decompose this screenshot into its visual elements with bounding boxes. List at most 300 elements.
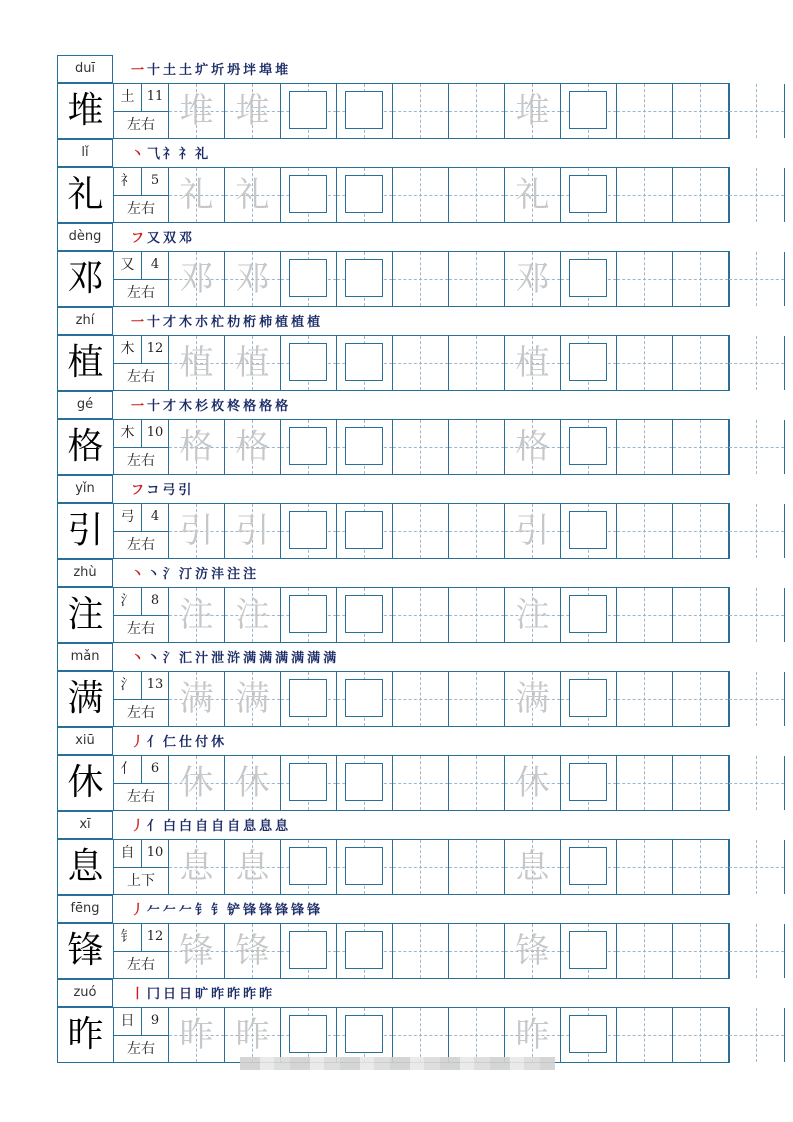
- practice-cell[interactable]: [673, 924, 729, 978]
- stroke-step: 泄: [211, 651, 228, 666]
- writing-grid: [57, 671, 730, 727]
- practice-cell[interactable]: [337, 252, 393, 306]
- stroke-step: 𠂉: [163, 903, 180, 918]
- guide-line: [617, 195, 672, 196]
- guide-line: [393, 111, 448, 112]
- guide-line: [449, 531, 504, 532]
- practice-cell[interactable]: [617, 924, 673, 978]
- practice-cell[interactable]: [169, 672, 225, 726]
- practice-cell[interactable]: [337, 840, 393, 894]
- practice-cell[interactable]: [281, 588, 337, 642]
- practice-cell[interactable]: [281, 840, 337, 894]
- practice-cell[interactable]: [505, 756, 561, 810]
- trace-character: 满: [515, 679, 550, 719]
- inner-square: [569, 343, 607, 381]
- practice-cell[interactable]: [449, 756, 505, 810]
- practice-cell[interactable]: [337, 756, 393, 810]
- practice-cell[interactable]: [169, 504, 225, 558]
- practice-cell[interactable]: [337, 924, 393, 978]
- guide-line: [449, 363, 504, 364]
- stroke-step: 沣: [211, 567, 228, 582]
- practice-cell[interactable]: [449, 168, 505, 222]
- practice-cell[interactable]: [449, 1008, 505, 1062]
- inner-square: [569, 847, 607, 885]
- practice-cell[interactable]: [281, 672, 337, 726]
- writing-grid: [57, 755, 730, 811]
- practice-cell[interactable]: [393, 672, 449, 726]
- stroke-step: 丶: [131, 147, 148, 162]
- stroke-step: ⼟: [179, 63, 196, 78]
- inner-square: [289, 259, 327, 297]
- character-row: [57, 895, 730, 979]
- stroke-step: 格: [275, 399, 292, 414]
- character-info: [113, 252, 169, 306]
- practice-cell[interactable]: [281, 924, 337, 978]
- practice-cell[interactable]: [169, 756, 225, 810]
- practice-cell[interactable]: [169, 1008, 225, 1062]
- trace-character: 休: [515, 763, 550, 803]
- practice-cell[interactable]: [449, 588, 505, 642]
- stroke-step: 格: [259, 399, 276, 414]
- practice-cell[interactable]: [729, 588, 785, 642]
- practice-cell[interactable]: [673, 168, 729, 222]
- practice-cell[interactable]: [169, 924, 225, 978]
- stroke-step: 昨: [211, 987, 228, 1002]
- practice-cell[interactable]: [729, 336, 785, 390]
- trace-character: 邓: [515, 259, 550, 299]
- practice-cell[interactable]: [449, 840, 505, 894]
- practice-cell[interactable]: [169, 84, 225, 138]
- practice-cell[interactable]: [449, 84, 505, 138]
- trace-character: 引: [515, 511, 550, 551]
- radical: 亻: [114, 756, 142, 784]
- stroke-step: 锋: [307, 903, 324, 918]
- stroke-step: 礼: [195, 147, 212, 162]
- stroke-step: 满: [307, 651, 324, 666]
- stroke-step: 一: [131, 63, 148, 78]
- practice-cell[interactable]: [393, 840, 449, 894]
- model-character: 满: [67, 678, 104, 719]
- inner-square: [569, 763, 607, 801]
- character-info: [113, 924, 169, 978]
- practice-cell[interactable]: [505, 924, 561, 978]
- practice-cell[interactable]: [617, 588, 673, 642]
- practice-cell[interactable]: [617, 336, 673, 390]
- radical: 氵: [114, 672, 142, 700]
- practice-cell[interactable]: [449, 924, 505, 978]
- trace-character: 堆: [235, 91, 270, 131]
- practice-cell[interactable]: [561, 588, 617, 642]
- inner-square: [289, 91, 327, 129]
- writing-grid: [57, 839, 730, 895]
- pinyin-label: zhí: [57, 307, 113, 335]
- stroke-step: 十: [147, 315, 164, 330]
- practice-cell[interactable]: [393, 252, 449, 306]
- writing-grid: [57, 83, 730, 139]
- stroke-step: 钅: [195, 903, 212, 918]
- guide-line: [449, 783, 504, 784]
- practice-cell[interactable]: [673, 588, 729, 642]
- guide-line: [617, 279, 672, 280]
- radical: 礻: [114, 168, 142, 196]
- character-row: [57, 391, 730, 475]
- inner-square: [345, 931, 383, 969]
- practice-cell[interactable]: [561, 756, 617, 810]
- practice-cell[interactable]: [393, 504, 449, 558]
- practice-cell[interactable]: [505, 672, 561, 726]
- guide-line: [449, 447, 504, 448]
- inner-square: [289, 343, 327, 381]
- guide-line: [673, 111, 728, 112]
- practice-cell[interactable]: [729, 420, 785, 474]
- stroke-step: 丿: [131, 903, 148, 918]
- character-row: [57, 307, 730, 391]
- stroke-step: 埠: [259, 63, 276, 78]
- stroke-step: 朩: [195, 315, 212, 330]
- character-info: [113, 840, 169, 894]
- stroke-step: 锋: [259, 903, 276, 918]
- stroke-step: 丿: [131, 735, 148, 750]
- practice-cell[interactable]: [393, 924, 449, 978]
- trace-character: 引: [179, 511, 214, 551]
- practice-cell[interactable]: [729, 756, 785, 810]
- practice-cell[interactable]: [337, 420, 393, 474]
- practice-cell[interactable]: [561, 1008, 617, 1062]
- practice-cell[interactable]: [281, 756, 337, 810]
- practice-cell[interactable]: [337, 588, 393, 642]
- practice-cell[interactable]: [561, 924, 617, 978]
- guide-line: [449, 615, 504, 616]
- stroke-count: 9: [142, 1008, 168, 1036]
- radical: 木: [114, 336, 142, 364]
- stroke-step: 丶: [131, 567, 148, 582]
- pinyin-label: xiū: [57, 727, 113, 755]
- stroke-count: 12: [142, 924, 168, 952]
- guide-line: [729, 195, 784, 196]
- stroke-step: 旷: [195, 987, 212, 1002]
- stroke-step: 植: [307, 315, 324, 330]
- stroke-step: 杧: [211, 315, 228, 330]
- practice-cell[interactable]: [561, 420, 617, 474]
- practice-cell[interactable]: [673, 672, 729, 726]
- inner-square: [569, 175, 607, 213]
- inner-square: [569, 259, 607, 297]
- practice-cell[interactable]: [225, 1008, 281, 1062]
- stroke-step: 丨: [131, 987, 148, 1002]
- stroke-step: 冂: [147, 987, 164, 1002]
- inner-square: [569, 931, 607, 969]
- stroke-step: 满: [291, 651, 308, 666]
- practice-cell[interactable]: [169, 252, 225, 306]
- practice-cell[interactable]: [281, 168, 337, 222]
- stroke-step: 仁: [163, 735, 180, 750]
- practice-cell[interactable]: [281, 420, 337, 474]
- pinyin-label: gé: [57, 391, 113, 419]
- character-info: [113, 420, 169, 474]
- practice-cell[interactable]: [673, 840, 729, 894]
- practice-cell[interactable]: [617, 504, 673, 558]
- trace-character: 格: [515, 427, 550, 467]
- inner-square: [289, 847, 327, 885]
- stroke-step: コ: [146, 483, 163, 498]
- stroke-step: 锋: [291, 903, 308, 918]
- stroke-step: 礻: [163, 147, 180, 162]
- guide-line: [729, 951, 784, 952]
- practice-cell[interactable]: [505, 840, 561, 894]
- guide-line: [729, 1035, 784, 1036]
- practice-cell[interactable]: [673, 756, 729, 810]
- stroke-step: 枚: [211, 399, 228, 414]
- practice-cell[interactable]: [673, 84, 729, 138]
- practice-cell[interactable]: [505, 252, 561, 306]
- inner-square: [289, 931, 327, 969]
- practice-cell[interactable]: [617, 252, 673, 306]
- practice-cell[interactable]: [337, 168, 393, 222]
- practice-cell[interactable]: [561, 84, 617, 138]
- practice-cell[interactable]: [617, 840, 673, 894]
- trace-character: 植: [515, 343, 550, 383]
- stroke-step: 满: [275, 651, 292, 666]
- practice-cell[interactable]: [281, 336, 337, 390]
- stroke-step: 礻: [179, 147, 196, 162]
- practice-cell[interactable]: [505, 168, 561, 222]
- inner-square: [345, 175, 383, 213]
- radical: 日: [114, 1008, 142, 1036]
- practice-cell[interactable]: [617, 420, 673, 474]
- stroke-count: 4: [142, 504, 168, 532]
- trace-character: 引: [235, 511, 270, 551]
- trace-character: 植: [179, 343, 214, 383]
- practice-cell[interactable]: [337, 1008, 393, 1062]
- stroke-step: 十: [147, 399, 164, 414]
- guide-line: [449, 195, 504, 196]
- trace-character: 满: [235, 679, 270, 719]
- practice-cell[interactable]: [169, 588, 225, 642]
- trace-character: 邓: [179, 259, 214, 299]
- practice-cell[interactable]: [729, 924, 785, 978]
- practice-cell[interactable]: [505, 1008, 561, 1062]
- stroke-order: [131, 899, 323, 923]
- practice-cell[interactable]: [729, 504, 785, 558]
- inner-square: [345, 91, 383, 129]
- pinyin-label: dèng: [57, 223, 113, 251]
- practice-cell[interactable]: [673, 252, 729, 306]
- trace-character: 昨: [235, 1015, 270, 1055]
- stroke-step: 昨: [259, 987, 276, 1002]
- practice-cell[interactable]: [393, 756, 449, 810]
- stroke-order: [131, 479, 194, 503]
- practice-cell[interactable]: [729, 1008, 785, 1062]
- stroke-step: 木: [179, 315, 196, 330]
- practice-cell[interactable]: [617, 84, 673, 138]
- practice-cell[interactable]: [169, 336, 225, 390]
- practice-cell[interactable]: [561, 672, 617, 726]
- practice-cell[interactable]: [729, 84, 785, 138]
- stroke-step: 桁: [243, 315, 260, 330]
- inner-square: [569, 1015, 607, 1053]
- practice-cell[interactable]: [505, 336, 561, 390]
- practice-cell[interactable]: [225, 168, 281, 222]
- stroke-step: 满: [323, 651, 340, 666]
- model-character: 昨: [67, 1014, 104, 1055]
- structure: 左右: [127, 369, 155, 385]
- stroke-step: 仕: [179, 735, 196, 750]
- practice-cell[interactable]: [617, 756, 673, 810]
- guide-line: [393, 783, 448, 784]
- practice-cell[interactable]: [393, 168, 449, 222]
- guide-line: [617, 951, 672, 952]
- practice-cell[interactable]: [169, 420, 225, 474]
- practice-cell[interactable]: [393, 84, 449, 138]
- stroke-step: 钅: [211, 903, 228, 918]
- practice-cell[interactable]: [449, 504, 505, 558]
- guide-line: [449, 1035, 504, 1036]
- practice-cell[interactable]: [337, 336, 393, 390]
- practice-cell[interactable]: [281, 84, 337, 138]
- practice-cell[interactable]: [617, 168, 673, 222]
- practice-cell[interactable]: [561, 504, 617, 558]
- practice-cell[interactable]: [449, 672, 505, 726]
- structure: 左右: [127, 537, 155, 553]
- trace-character: 休: [235, 763, 270, 803]
- practice-cell[interactable]: [337, 84, 393, 138]
- practice-cell[interactable]: [225, 252, 281, 306]
- practice-cell[interactable]: [505, 504, 561, 558]
- practice-cell[interactable]: [505, 588, 561, 642]
- guide-line: [617, 111, 672, 112]
- practice-cell[interactable]: [225, 840, 281, 894]
- stroke-step: 满: [243, 651, 260, 666]
- practice-cell[interactable]: [673, 420, 729, 474]
- practice-cell[interactable]: [281, 504, 337, 558]
- practice-cell[interactable]: [225, 336, 281, 390]
- stroke-step: 柊: [227, 399, 244, 414]
- stroke-step: 汸: [195, 567, 212, 582]
- radical: 钅: [114, 924, 142, 952]
- character-row: [57, 223, 730, 307]
- practice-cell[interactable]: [673, 336, 729, 390]
- stroke-step: 𠂉: [147, 903, 164, 918]
- practice-cell[interactable]: [393, 420, 449, 474]
- stroke-step: 丶: [147, 567, 164, 582]
- structure: 左右: [127, 957, 155, 973]
- guide-line: [617, 615, 672, 616]
- practice-cell[interactable]: [673, 1008, 729, 1062]
- stroke-order: [131, 647, 339, 671]
- practice-cell[interactable]: [561, 168, 617, 222]
- character-row: [57, 559, 730, 643]
- radical: 又: [114, 252, 142, 280]
- character-info: [113, 672, 169, 726]
- practice-cell[interactable]: [393, 1008, 449, 1062]
- practice-cell[interactable]: [449, 420, 505, 474]
- trace-character: 堆: [515, 91, 550, 131]
- practice-cell[interactable]: [729, 672, 785, 726]
- practice-cell[interactable]: [225, 756, 281, 810]
- stroke-order: [131, 563, 259, 587]
- practice-cell[interactable]: [505, 420, 561, 474]
- guide-line: [617, 363, 672, 364]
- practice-cell[interactable]: [729, 168, 785, 222]
- stroke-step: 锋: [243, 903, 260, 918]
- character-row: [57, 811, 730, 895]
- practice-cell[interactable]: [617, 1008, 673, 1062]
- stroke-step: 双: [163, 231, 180, 246]
- stroke-step: 弓: [162, 483, 179, 498]
- practice-cell[interactable]: [449, 252, 505, 306]
- practice-cell[interactable]: [505, 84, 561, 138]
- stroke-step: 植: [275, 315, 292, 330]
- writing-grid: [57, 1007, 730, 1063]
- writing-grid: [57, 419, 730, 475]
- stroke-step: フ: [131, 483, 147, 498]
- stroke-count: 13: [142, 672, 168, 700]
- guide-line: [617, 867, 672, 868]
- stroke-step: 堆: [275, 63, 292, 78]
- pinyin-label: xī: [57, 811, 113, 839]
- stroke-step: 亻: [147, 819, 164, 834]
- practice-cell[interactable]: [617, 672, 673, 726]
- practice-cell[interactable]: [729, 840, 785, 894]
- practice-cell[interactable]: [449, 336, 505, 390]
- stroke-step: 氵: [163, 567, 180, 582]
- character-info: [113, 1008, 169, 1062]
- practice-cell[interactable]: [673, 504, 729, 558]
- practice-cell[interactable]: [169, 168, 225, 222]
- stroke-count: 10: [142, 420, 168, 448]
- practice-cell[interactable]: [337, 672, 393, 726]
- trace-character: 邓: [235, 259, 270, 299]
- practice-cell[interactable]: [225, 672, 281, 726]
- radical: 弓: [114, 504, 142, 532]
- practice-cell[interactable]: [393, 336, 449, 390]
- practice-cell[interactable]: [561, 252, 617, 306]
- practice-cell[interactable]: [225, 84, 281, 138]
- stroke-step: 息: [259, 819, 276, 834]
- model-character: 植: [67, 342, 104, 383]
- stroke-step: フ: [131, 231, 148, 246]
- practice-cell[interactable]: [225, 504, 281, 558]
- stroke-step: 杉: [195, 399, 212, 414]
- guide-line: [393, 363, 448, 364]
- stroke-step: 邓: [179, 231, 196, 246]
- practice-cell[interactable]: [225, 924, 281, 978]
- practice-cell[interactable]: [281, 252, 337, 306]
- inner-square: [345, 679, 383, 717]
- practice-cell[interactable]: [225, 588, 281, 642]
- practice-cell[interactable]: [729, 252, 785, 306]
- practice-cell[interactable]: [561, 840, 617, 894]
- inner-square: [289, 175, 327, 213]
- character-info: [113, 84, 169, 138]
- guide-line: [393, 531, 448, 532]
- stroke-step: 休: [211, 735, 228, 750]
- practice-cell[interactable]: [561, 336, 617, 390]
- model-character: 引: [67, 510, 104, 551]
- practice-cell[interactable]: [393, 588, 449, 642]
- guide-line: [393, 951, 448, 952]
- practice-cell[interactable]: [281, 1008, 337, 1062]
- inner-square: [345, 511, 383, 549]
- practice-cell[interactable]: [225, 420, 281, 474]
- character-row: [57, 979, 730, 1063]
- practice-cell[interactable]: [169, 840, 225, 894]
- structure: 左右: [127, 201, 155, 217]
- trace-character: 昨: [179, 1015, 214, 1055]
- stroke-step: 引: [178, 483, 195, 498]
- practice-cell[interactable]: [337, 504, 393, 558]
- guide-line: [729, 783, 784, 784]
